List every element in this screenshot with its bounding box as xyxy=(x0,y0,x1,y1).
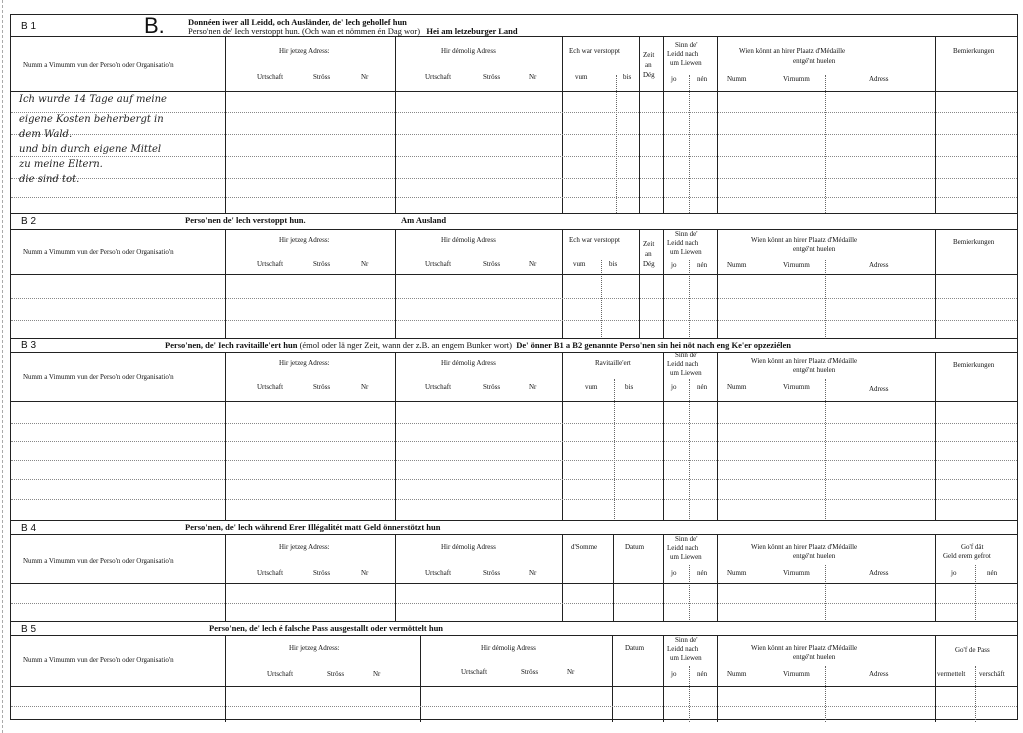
header-locality: Urtschaft xyxy=(257,383,284,391)
row-divider xyxy=(11,91,1017,92)
header-until: bis xyxy=(609,260,618,268)
header-current-address: Hir jetzeg Adress: xyxy=(279,543,330,551)
header-alive-2: Leidd nach xyxy=(667,360,699,368)
column-divider xyxy=(935,37,936,213)
column-divider xyxy=(935,636,936,722)
header-money-q2: Geld erem gefrot xyxy=(943,552,991,560)
header-number: Nr xyxy=(361,73,369,81)
header-street: Ströss xyxy=(483,569,501,577)
column-divider xyxy=(975,666,976,722)
handwriting-line: die sind tot. xyxy=(19,174,80,185)
header-alive-2: Leidd nach xyxy=(667,50,699,58)
header-number: Nr xyxy=(529,73,537,81)
header-medal-2: entgé'nt huelen xyxy=(793,245,836,253)
column-divider xyxy=(935,230,936,339)
header-money-q1: Go'f dät xyxy=(961,543,984,551)
column-divider xyxy=(717,535,718,622)
header-locality: Urtschaft xyxy=(257,569,284,577)
column-divider xyxy=(663,37,664,213)
header-locality: Urtschaft xyxy=(425,73,452,81)
column-divider xyxy=(825,565,826,622)
header-street: Ströss xyxy=(483,383,501,391)
row-divider xyxy=(11,583,1017,584)
row-divider xyxy=(11,274,1017,275)
header-until: bis xyxy=(623,73,632,81)
column-divider xyxy=(689,565,690,622)
header-yes: jo xyxy=(951,569,957,577)
header-name: Numm a Vimumm vun der Perso'n oder Organisatio'n xyxy=(23,656,174,664)
column-divider xyxy=(395,230,396,339)
header-former-address: Hir démolig Adress xyxy=(481,644,536,652)
header-alive-1: Sinn de' xyxy=(675,351,698,359)
column-divider xyxy=(935,535,936,622)
header-locality: Urtschaft xyxy=(267,670,294,678)
header-until: bis xyxy=(625,383,634,391)
header-remarks: Bemierkungen xyxy=(953,361,995,369)
column-divider xyxy=(717,636,718,722)
form-sheet xyxy=(10,14,1018,720)
header-medal-firstname: Virnumm xyxy=(783,383,810,391)
column-divider xyxy=(613,535,614,622)
header-number: Nr xyxy=(529,260,537,268)
row-divider xyxy=(11,686,1017,687)
row-divider xyxy=(11,460,1017,461)
header-no: nén xyxy=(697,261,708,269)
header-street: Ströss xyxy=(483,73,501,81)
row-divider xyxy=(11,479,1017,480)
column-divider xyxy=(601,260,602,339)
header-medal-address: Adress xyxy=(869,670,889,678)
row-divider xyxy=(11,706,1017,707)
column-divider xyxy=(717,230,718,339)
section-b1 xyxy=(11,15,1017,213)
header-hidden: Ech war verstoppt xyxy=(569,47,620,55)
section-code: B 1 xyxy=(21,21,37,32)
header-yes: jo xyxy=(671,261,677,269)
section-b4 xyxy=(11,520,1017,621)
header-alive-3: um Liewen xyxy=(670,654,702,662)
column-divider xyxy=(225,636,226,722)
header-time: Zeit xyxy=(643,240,655,248)
column-divider xyxy=(616,75,617,213)
section-title: Perso'nen, de' lech während Erer Illégalitét matt Geld önnerstötzt hun xyxy=(185,522,441,532)
header-current-address: Hir jetzeg Adress: xyxy=(279,359,330,367)
header-from: vum xyxy=(575,73,588,81)
header-medal-name: Numm xyxy=(727,569,747,577)
header-former-address: Hir démolig Adress xyxy=(441,236,496,244)
header-number: Nr xyxy=(361,569,369,577)
header-alive-3: um Liewen xyxy=(670,369,702,377)
section-b4-bar xyxy=(11,521,1017,535)
column-divider xyxy=(717,353,718,521)
header-no: nén xyxy=(987,569,998,577)
header-medal-firstname: Virnumm xyxy=(783,261,810,269)
section-b1-bar xyxy=(11,15,1017,37)
header-medal-firstname: Virnumm xyxy=(783,75,810,83)
section-b5 xyxy=(11,621,1017,721)
header-street: Ströss xyxy=(313,569,331,577)
column-divider xyxy=(825,666,826,722)
header-sum: d'Somme xyxy=(571,543,598,551)
header-from: vum xyxy=(573,260,586,268)
column-divider xyxy=(689,75,690,213)
page-margin-line xyxy=(2,0,3,733)
header-medal-firstname: Virnumm xyxy=(783,670,810,678)
header-alive-1: Sinn de' xyxy=(675,230,698,238)
row-divider xyxy=(11,603,1017,604)
header-from: vum xyxy=(585,383,598,391)
column-divider xyxy=(612,636,613,722)
column-divider xyxy=(639,230,640,339)
header-medal-1: Wien könnt an hirer Plaatz d'Médaille xyxy=(751,357,858,365)
header-medal-2: entgé'nt huelen xyxy=(793,653,836,661)
header-medal-1: Wien könnt an hirer Plaatz d'Médaille xyxy=(751,644,858,652)
column-divider xyxy=(395,37,396,213)
header-former-address: Hir démolig Adress xyxy=(441,47,496,55)
header-medal-2: entgé'nt huelen xyxy=(793,57,836,65)
header-yes: jo xyxy=(671,75,677,83)
column-divider xyxy=(663,353,664,521)
row-divider xyxy=(11,112,1017,113)
header-street: Ströss xyxy=(521,668,539,676)
header-remarks: Bemierkungen xyxy=(953,47,995,55)
section-b2-table xyxy=(11,230,1017,339)
column-divider xyxy=(689,666,690,722)
header-current-address: Hir jetzeg Adress: xyxy=(279,47,330,55)
form-letter: B. xyxy=(144,13,165,38)
header-pass-q: Go'f de Pass xyxy=(955,646,990,654)
header-alive-3: um Liewen xyxy=(670,553,702,561)
section-b4-table xyxy=(11,535,1017,622)
header-current-address: Hir jetzeg Adress: xyxy=(279,236,330,244)
section-b3-table xyxy=(11,353,1017,521)
header-number: Nr xyxy=(567,668,575,676)
column-divider xyxy=(717,37,718,213)
header-number: Nr xyxy=(529,569,537,577)
header-medal-1: Wien könnt an hirer Plaatz d'Médaille xyxy=(751,236,858,244)
header-name: Numm a Vimumm vun der Perso'n oder Organisatio'n xyxy=(23,61,174,69)
row-divider xyxy=(11,499,1017,500)
column-divider xyxy=(420,636,421,722)
row-divider xyxy=(11,134,1017,135)
section-code: B 4 xyxy=(21,523,37,534)
header-number: Nr xyxy=(373,670,381,678)
header-street: Ströss xyxy=(313,383,331,391)
column-divider xyxy=(562,353,563,521)
column-divider xyxy=(562,37,563,213)
header-alive-2: Leidd nach xyxy=(667,544,699,552)
header-time-days: Dég xyxy=(643,71,655,79)
row-divider xyxy=(11,298,1017,299)
section-title: Perso'nen, de' lech é falsche Pass ausgestallt oder vermöttelt hun xyxy=(209,623,444,633)
handwriting-line: dem Wald. xyxy=(19,129,73,140)
handwriting-line: zu meine Eltern. xyxy=(19,159,103,170)
handwriting-line: Ich wurde 14 Tage auf meine xyxy=(19,94,167,105)
column-divider xyxy=(562,230,563,339)
section-b3-bar xyxy=(11,339,1017,353)
column-divider xyxy=(825,75,826,213)
row-divider xyxy=(11,401,1017,402)
column-divider xyxy=(562,535,563,622)
header-alive-1: Sinn de' xyxy=(675,535,698,543)
header-alive-2: Leidd nach xyxy=(667,645,699,653)
row-divider xyxy=(11,156,1017,157)
header-time-days: Dég xyxy=(643,260,655,268)
row-divider xyxy=(11,320,1017,321)
header-street: Ströss xyxy=(483,260,501,268)
column-divider xyxy=(689,260,690,339)
header-remarks: Bemierkungen xyxy=(953,238,995,246)
header-medal-address: Adress xyxy=(869,261,889,269)
column-divider xyxy=(225,535,226,622)
header-medal-address: Adress xyxy=(869,569,889,577)
header-medal-name: Numm xyxy=(727,670,747,678)
header-pass-issued: vermettelt xyxy=(937,670,966,678)
header-yes: jo xyxy=(671,383,677,391)
header-name: Numm a Vimumm vun der Perso'n oder Organisatio'n xyxy=(23,248,174,256)
column-divider xyxy=(825,260,826,339)
column-divider xyxy=(225,230,226,339)
column-divider xyxy=(663,230,664,339)
section-title-suffix: Am Ausland xyxy=(401,215,447,225)
column-divider xyxy=(225,353,226,521)
row-divider xyxy=(11,178,1017,179)
header-medal-name: Numm xyxy=(727,261,747,269)
section-b5-table xyxy=(11,636,1017,722)
row-divider xyxy=(11,441,1017,442)
header-medal-address: Adress xyxy=(869,385,889,393)
header-locality: Urtschaft xyxy=(461,668,488,676)
header-locality: Urtschaft xyxy=(425,569,452,577)
header-medal-name: Numm xyxy=(727,75,747,83)
header-name: Numm a Vimumm vun der Perso'n oder Organisatio'n xyxy=(23,557,174,565)
header-date: Datum xyxy=(625,644,645,652)
row-divider xyxy=(11,423,1017,424)
header-yes: jo xyxy=(671,569,677,577)
header-medal-firstname: Virnumm xyxy=(783,569,810,577)
header-no: nén xyxy=(697,569,708,577)
header-date: Datum xyxy=(625,543,645,551)
header-medal-1: Wien könnt an hirer Plaatz d'Médaille xyxy=(751,543,858,551)
header-locality: Urtschaft xyxy=(257,73,284,81)
section-code: B 3 xyxy=(21,340,37,351)
header-street: Ströss xyxy=(313,73,331,81)
section-title: Perso'nen de' lech verstoppt hun. xyxy=(185,215,306,225)
column-divider xyxy=(395,353,396,521)
header-number: Nr xyxy=(361,260,369,268)
section-code: B 2 xyxy=(21,216,37,227)
section-b5-bar xyxy=(11,622,1017,636)
section-title: Donnéen iwer all Leidd, och Ausländer, de' lech gehollef hun xyxy=(188,17,407,27)
column-divider xyxy=(225,37,226,213)
header-street: Ströss xyxy=(327,670,345,678)
header-number: Nr xyxy=(529,383,537,391)
header-alive-2: Leidd nach xyxy=(667,239,699,247)
column-divider xyxy=(639,37,640,213)
header-medal-2: entgé'nt huelen xyxy=(793,366,836,374)
column-divider xyxy=(663,535,664,622)
header-no: nén xyxy=(697,383,708,391)
header-former-address: Hir démolig Adress xyxy=(441,359,496,367)
header-street: Ströss xyxy=(313,260,331,268)
header-time: Zeit xyxy=(643,51,655,59)
section-b2 xyxy=(11,213,1017,338)
handwriting-line: und bin durch eigene Mittel xyxy=(19,144,162,155)
header-locality: Urtschaft xyxy=(425,260,452,268)
header-pass-made: verschäft xyxy=(979,670,1005,678)
header-former-address: Hir démolig Adress xyxy=(441,543,496,551)
header-locality: Urtschaft xyxy=(257,260,284,268)
header-name: Numm a Vimumm vun der Perso'n oder Organisatio'n xyxy=(23,373,174,381)
column-divider xyxy=(663,636,664,722)
row-divider xyxy=(11,197,1017,198)
handwriting-line: eigene Kosten beherbergt in xyxy=(19,114,164,125)
header-hidden: Ech war verstoppt xyxy=(569,236,620,244)
column-divider xyxy=(935,353,936,521)
header-time-an: an xyxy=(645,61,652,69)
header-alive-1: Sinn de' xyxy=(675,41,698,49)
column-divider xyxy=(975,565,976,622)
header-no: nén xyxy=(697,75,708,83)
section-subtitle: Perso'nen de' Iech verstoppt hun. (Och wan et nömmen én Dag wor) Hei am letzeburger Land xyxy=(188,26,518,36)
header-medal-address: Adress xyxy=(869,75,889,83)
section-code: B 5 xyxy=(21,624,37,635)
section-title: Perso'nen, de' Iech ravitaille'ert hun (émol oder lä nger Zeit, wann der z.B. an engem Bunker wort) De' önner B1 a B2 genannte Perso'nen sin hei nöt nach eng Ke'er opzeziélen xyxy=(165,340,792,350)
header-alive-1: Sinn de' xyxy=(675,636,698,644)
header-medal-2: entgé'nt huelen xyxy=(793,552,836,560)
section-b1-table xyxy=(11,37,1017,213)
section-b2-bar xyxy=(11,214,1017,230)
section-b3 xyxy=(11,338,1017,520)
header-no: nén xyxy=(697,670,708,678)
header-time-an: an xyxy=(645,250,652,258)
header-number: Nr xyxy=(361,383,369,391)
header-alive-3: um Liewen xyxy=(670,248,702,256)
header-current-address: Hir jetzeg Adress: xyxy=(289,644,340,652)
header-locality: Urtschaft xyxy=(425,383,452,391)
header-yes: jo xyxy=(671,670,677,678)
header-medal-name: Numm xyxy=(727,383,747,391)
header-medal-1: Wien könnt an hirer Plaatz d'Médaille xyxy=(739,47,846,55)
column-divider xyxy=(395,535,396,622)
header-supplied: Ravitaille'ert xyxy=(595,359,631,367)
header-alive-3: um Liewen xyxy=(670,59,702,67)
